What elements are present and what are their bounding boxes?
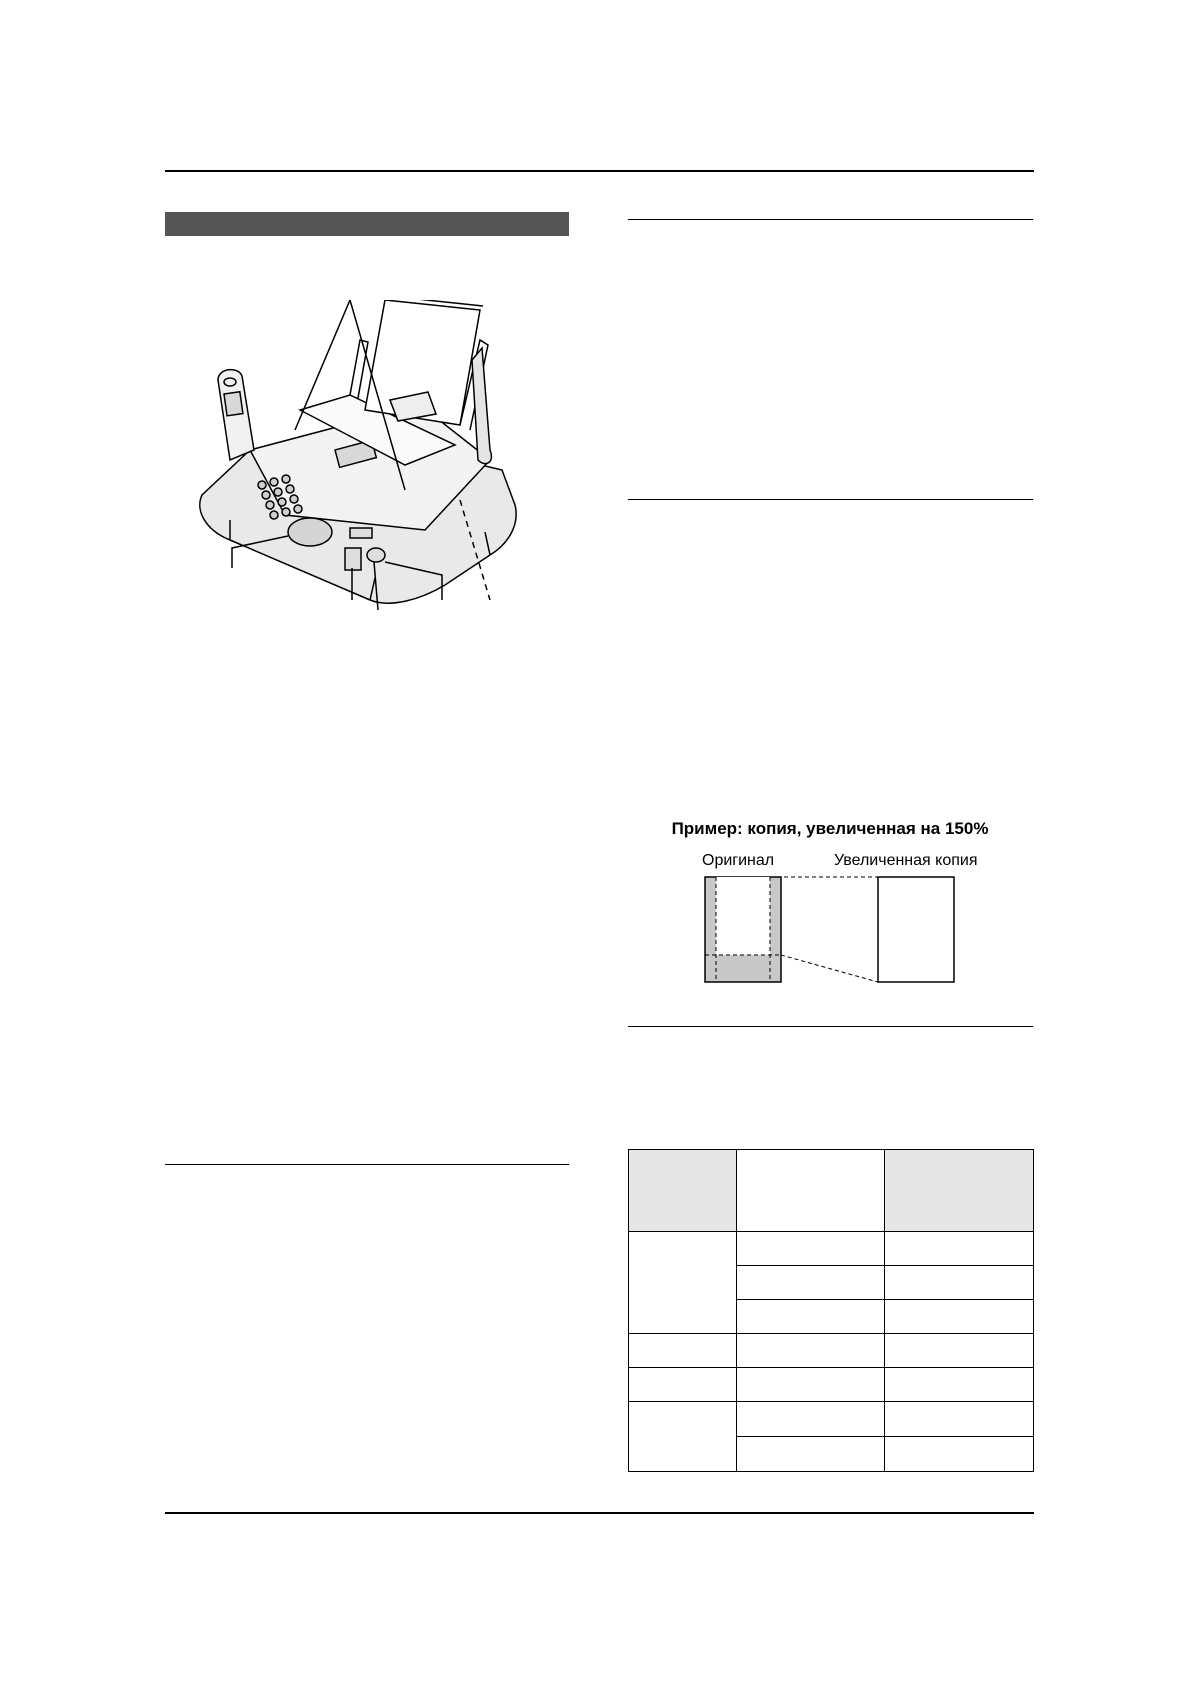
- section-heading-bar: [165, 212, 569, 236]
- table-cell: [737, 1402, 885, 1437]
- table-cell: [737, 1300, 885, 1334]
- right-column-rule-2: [628, 499, 1033, 500]
- table-cell: [885, 1368, 1034, 1402]
- table-cell: [885, 1334, 1034, 1368]
- table-cell: [629, 1334, 737, 1368]
- specification-table: [628, 1149, 1034, 1472]
- table-cell: [629, 1232, 737, 1334]
- original-label: Оригинал: [702, 852, 775, 869]
- table-cell: [737, 1368, 885, 1402]
- fax-machine-with-cordless-handset-icon: [190, 300, 550, 680]
- table-cell: [737, 1437, 885, 1472]
- table-cell: [885, 1232, 1034, 1266]
- original-visible-area: [716, 877, 770, 955]
- table-cell: [737, 1266, 885, 1300]
- top-rule: [165, 170, 1034, 172]
- table-header-cell: [629, 1150, 737, 1232]
- right-column-rule-3: [628, 1026, 1033, 1027]
- table-cell: [885, 1402, 1034, 1437]
- right-column-rule-1: [628, 219, 1033, 220]
- table-cell: [885, 1266, 1034, 1300]
- projection-line-bottom: [781, 955, 878, 982]
- enlarged-copy-label: Увеличенная копия: [834, 852, 978, 869]
- table-cell: [737, 1334, 885, 1368]
- enlargement-example-title: Пример: копия, увеличенная на 150%: [671, 819, 989, 838]
- table-header-cell: [885, 1150, 1034, 1232]
- enlarged-page: [878, 877, 954, 982]
- table-cell: [885, 1437, 1034, 1472]
- left-column-section-rule: [165, 1164, 569, 1165]
- table-cell: [629, 1368, 737, 1402]
- table-cell: [737, 1232, 885, 1266]
- table-header-cell: [737, 1150, 885, 1232]
- table-cell: [629, 1402, 737, 1472]
- enlargement-diagram: [700, 872, 965, 987]
- table-cell: [885, 1300, 1034, 1334]
- bottom-rule: [165, 1512, 1034, 1514]
